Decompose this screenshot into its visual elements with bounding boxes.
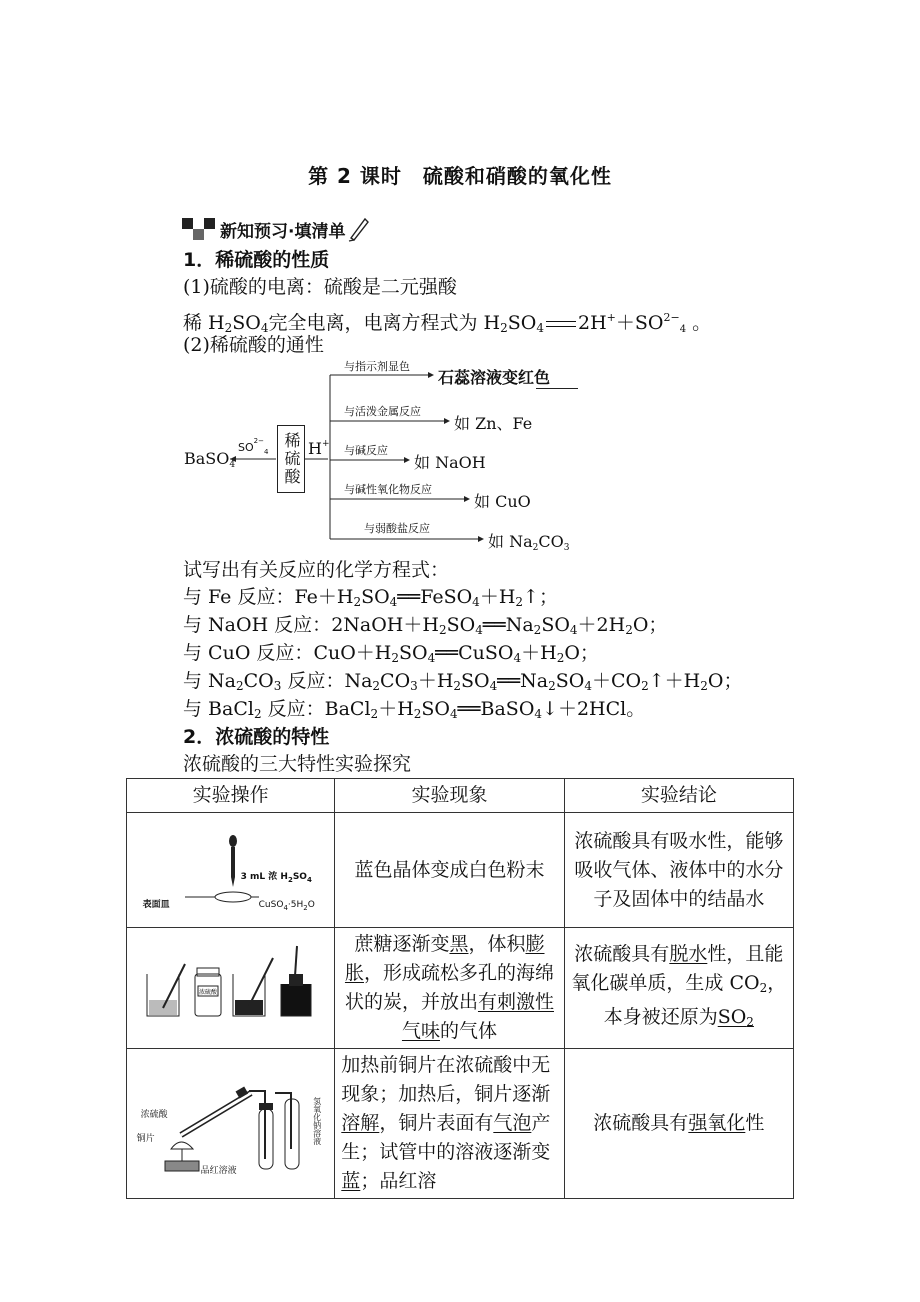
cuso4-label: $CuSO_4\cdot 5H_2O$ [258,900,315,912]
phenomenon-cell: 蔗糖逐渐变黑，体积膨胀，形成疏松多孔的海绵状的炭，并放出有刺激性气味的气体 [335,928,564,1049]
table-header-row [127,779,794,813]
reaction-na2co3: 与 $Na_2CO_3$ 反应：$Na_2CO_3+H_2SO_4══Na_2SO_4+CO_2↑+H_2O$； [183,670,743,693]
reaction-naoh: 与 NaOH 反应：$2NaOH+H_2SO_4══Na_2SO_4+2H_2O$； [183,614,668,637]
operation-figure [127,928,335,1049]
acid-volume-label: 3 mL 浓 $H_2SO_4$ [240,872,312,884]
table-row [127,813,794,928]
phenomenon-cell: 蓝色晶体变成白色粉末 [335,813,564,928]
branch-result: 如 Zn、Fe [454,414,533,433]
baso4-product: BaSO$_4$ [184,449,236,470]
branch-label: 与弱酸盐反应 [364,522,430,535]
naoh-label: 氢氧化钠溶液 [312,1096,322,1145]
branch-result: 石蕊溶液变红色 [438,368,551,387]
branch-result: 如 $Na_2CO_3$ [488,532,570,553]
section-banner-label: 新知预习·填清单 [220,221,346,242]
red-underline [536,388,578,389]
copper-apparatus-figure [136,1069,322,1179]
operation-figure [127,813,335,928]
col-header-conclusion: 实验结论 [564,779,793,813]
conclusion-cell: 浓硫酸具有强氧化性 [564,1049,793,1199]
dropper-figure [141,825,321,915]
branch-label: 与指示剂显色 [344,360,410,373]
experiment-table [126,778,794,1199]
magenta-label: 品红溶液 [200,1165,237,1176]
banner-square-icon [182,218,193,229]
watch-glass-label: 表面皿 [142,900,170,910]
conc-acid-label: 浓硫酸 [140,1109,168,1120]
pen-icon [347,216,371,242]
sugar-beakers-drawing [141,944,321,1024]
branch-label: 与碱性氧化物反应 [344,483,432,496]
heading-conc-acid: 2．浓硫酸的特性 [183,726,330,748]
table-caption: 浓硫酸的三大特性实验探究 [183,753,412,775]
banner-square-icon [204,218,215,229]
phenomenon-cell: 加热前铜片在浓硫酸中无现象；加热后，铜片逐渐溶解，铜片表面有气泡产生；试管中的溶液逐渐变蓝；品红溶 [335,1049,564,1199]
branch-label: 与碱反应 [344,444,388,457]
reactions-intro: 试写出有关反应的化学方程式： [183,559,450,581]
reaction-cuo: 与 CuO 反应：$CuO+H_2SO_4══CuSO_4+H_2O$； [183,642,599,665]
reaction-bacl2: 与 BaCl$_2$ 反应：$BaCl_2+H_2SO_4══BaSO_4↓+2HCl$。 [183,698,646,721]
table-row [127,928,794,1049]
page-title: 第 2 课时 硫酸和硝酸的氧化性 [308,164,612,188]
branch-label: 与活泼金属反应 [344,405,421,418]
svg-text:浓硫酸: 浓硫酸 [198,988,217,996]
operation-figure [127,1049,335,1199]
section-banner [182,214,371,244]
col-header-operation: 实验操作 [127,779,335,813]
conclusion-cell: 浓硫酸具有脱水性，且能氧化碳单质，生成 $CO_2$，本身被还原为$SO_2$ [564,928,793,1049]
branch-result: 如 NaOH [414,453,486,472]
ionization-equation: 稀 $H_2SO_4$完全电离，电离方程式为 $H_2SO_4$ $2H^++SO^{2-}_4$ 。 [183,311,712,335]
dilute-acid-box: 稀硫酸 [277,425,305,493]
conclusion-cell: 浓硫酸具有吸水性，能够吸收气体、液体中的水分子及固体中的结晶水 [564,813,793,928]
h-ion-label: H+ [308,439,330,458]
copper-label: 铜片 [136,1133,155,1144]
dilute-acid-diagram [180,355,600,555]
table-row [127,1049,794,1199]
banner-square-icon [193,229,204,240]
branch-result: 如 CuO [474,492,531,511]
ionization-label: (1)硫酸的电离：硫酸是二元强酸 [183,276,457,298]
col-header-phenomenon: 实验现象 [335,779,564,813]
reaction-fe: 与 Fe 反应：$Fe+H_2SO_4══FeSO_4+H_2↑$； [183,586,558,609]
heading-dilute-acid: 1．稀硫酸的性质 [183,249,330,271]
general-properties-label: (2)稀硫酸的通性 [183,334,324,356]
sulfate-ion-label: $SO^{2-}_4$ [238,437,269,456]
